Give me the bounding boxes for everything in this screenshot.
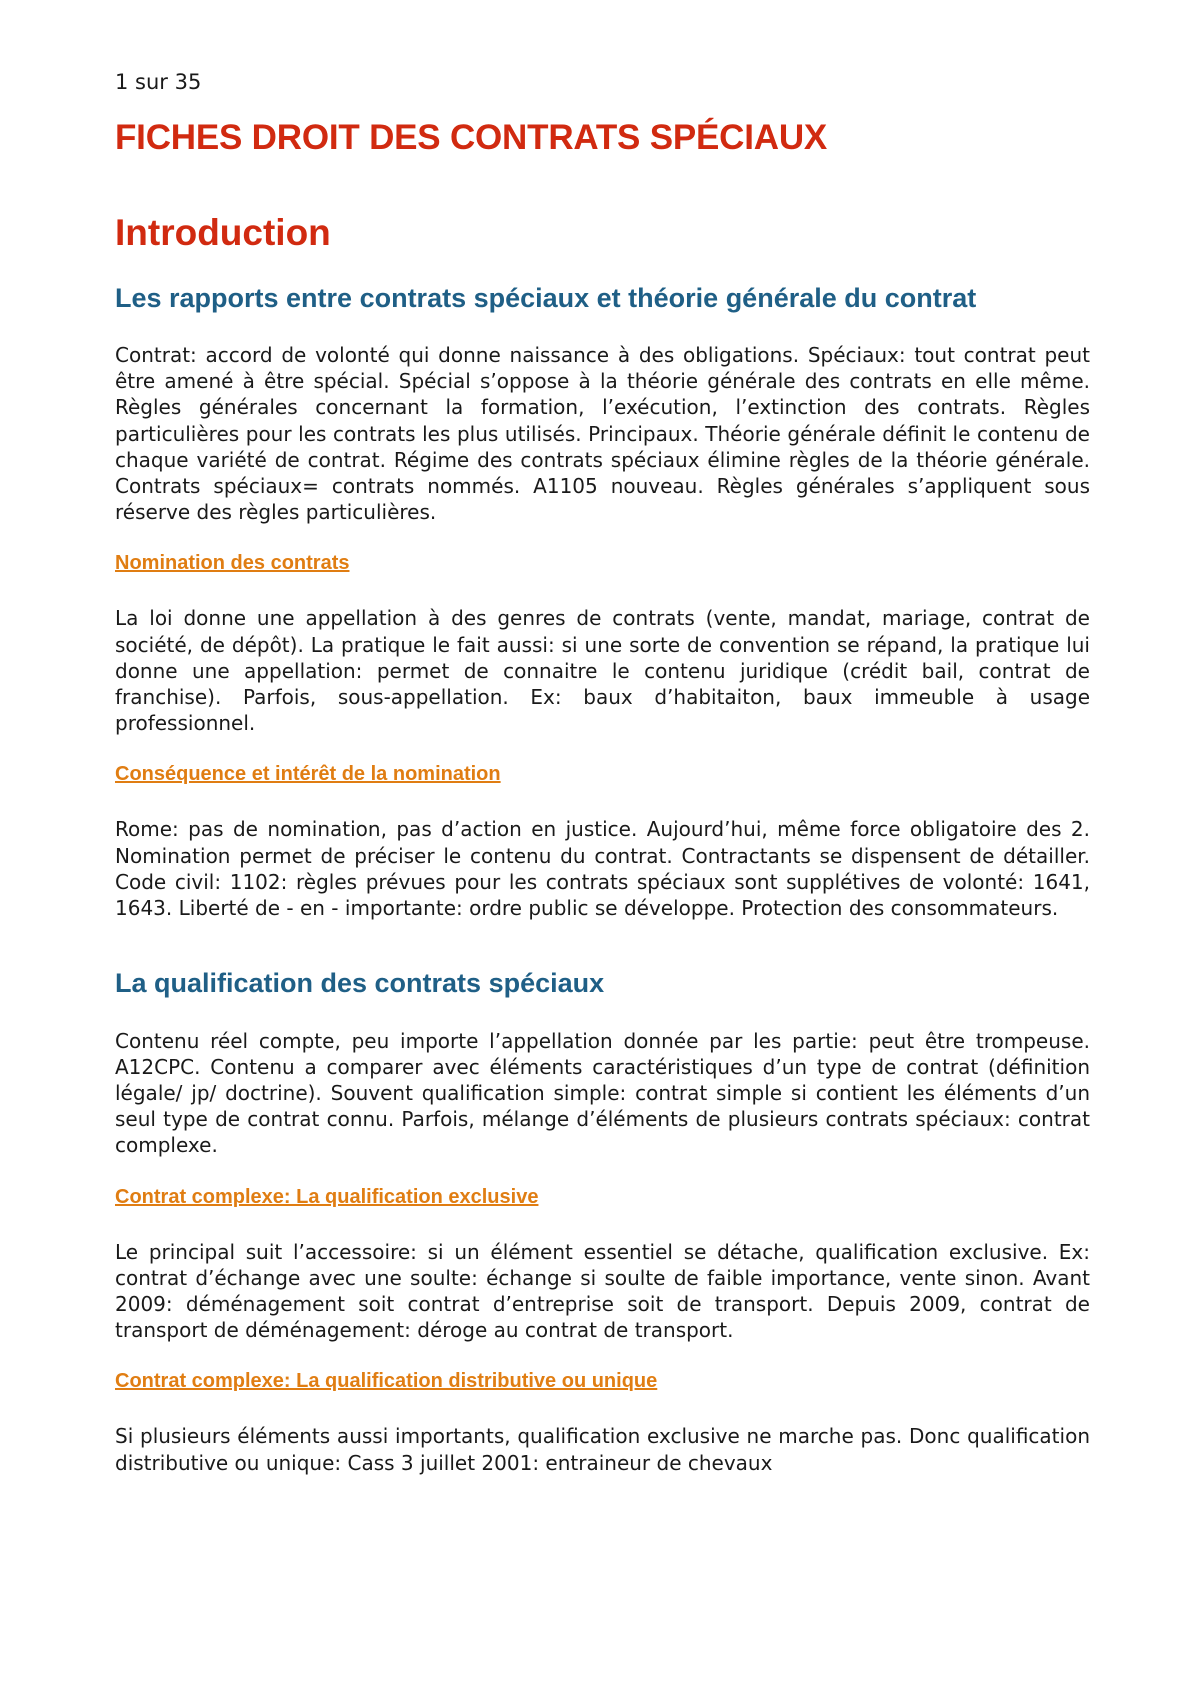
document-title: FICHES DROIT DES CONTRATS SPÉCIAUX: [115, 118, 828, 158]
heading-introduction: Introduction: [115, 212, 331, 254]
paragraph-qualification-distributive: Si plusieurs éléments aussi importants, qualification exclusive ne marche pas. Donc qualification distributive ou unique: Cass 3 juillet 2001: entraineur de chevaux: [115, 1424, 1090, 1475]
document-page: [115, 70, 1090, 1502]
heading-rapports-contrats: Les rapports entre contrats spéciaux et théorie générale du contrat: [115, 282, 977, 313]
paragraph-rapports-contrats: Contrat: accord de volonté qui donne naissance à des obligations. Spéciaux: tout contrat peut être amené à être spécial. Spécial s’oppose à la théorie générale des contrats en elle même. Règles générales concernant la formation, l’exécution, l’extinction des contrats. Règles particulières pour les contrats les plus utilisés. Principaux. Théorie générale définit le contenu de chaque variété de contrat. Régime des contrats spéciaux élimine règles de la théorie générale. Contrats spéciaux= contrats nommés. A1105 nouveau. Règles générales s’appliquent sous réserve des règles particulières.: [115, 342, 1090, 525]
heading-qualification-exclusive: Contrat complexe: La qualification exclusive: [115, 1185, 539, 1208]
heading-qualification-contrats: La qualification des contrats spéciaux: [115, 968, 605, 999]
page-counter: 1 sur 35: [115, 70, 202, 94]
heading-qualification-distributive: Contrat complexe: La qualification distributive ou unique: [115, 1370, 658, 1393]
heading-nomination-contrats: Nomination des contrats: [115, 552, 350, 575]
paragraph-nomination-contrats: La loi donne une appellation à des genres de contrats (vente, mandat, mariage, contrat de société, de dépôt). La pratique le fait aussi: si une sorte de convention se répand, la pratique lui donne une appellation: permet de connaitre le contenu juridique (crédit bail, contrat de franchise). Parfois, sous-appellation. Ex: baux d’habitaiton, baux immeuble à usage professionnel.: [115, 606, 1090, 736]
paragraph-consequence-nomination: Rome: pas de nomination, pas d’action en justice. Aujourd’hui, même force obligatoire des 2. Nomination permet de préciser le contenu du contrat. Contractants se dispensent de détailler. Code civil: 1102: règles prévues pour les contrats spéciaux sont supplétives de volonté: 1641, 1643. Liberté de - en - importante: ordre public se développe. Protection des consommateurs.: [115, 817, 1090, 921]
paragraph-qualification-exclusive: Le principal suit l’accessoire: si un élément essentiel se détache, qualification exclusive. Ex: contrat d’échange avec une soulte: échange si soulte de faible importance, vente sinon. Avant 2009: déménagement soit contrat d’entreprise soit de transport. Depuis 2009, contrat de transport de déménagement: déroge au contrat de transport.: [115, 1239, 1090, 1343]
paragraph-qualification-contrats: Contenu réel compte, peu importe l’appellation donnée par les partie: peut être trompeuse. A12CPC. Contenu a comparer avec éléments caractéristiques d’un type de contrat (définition légale/ jp/ doctrine). Souvent qualification simple: contrat simple si contient les éléments d’un seul type de contrat connu. Parfois, mélange d’éléments de plusieurs contrats spéciaux: contrat complexe.: [115, 1028, 1090, 1158]
heading-consequence-nomination: Conséquence et intérêt de la nomination: [115, 763, 501, 786]
